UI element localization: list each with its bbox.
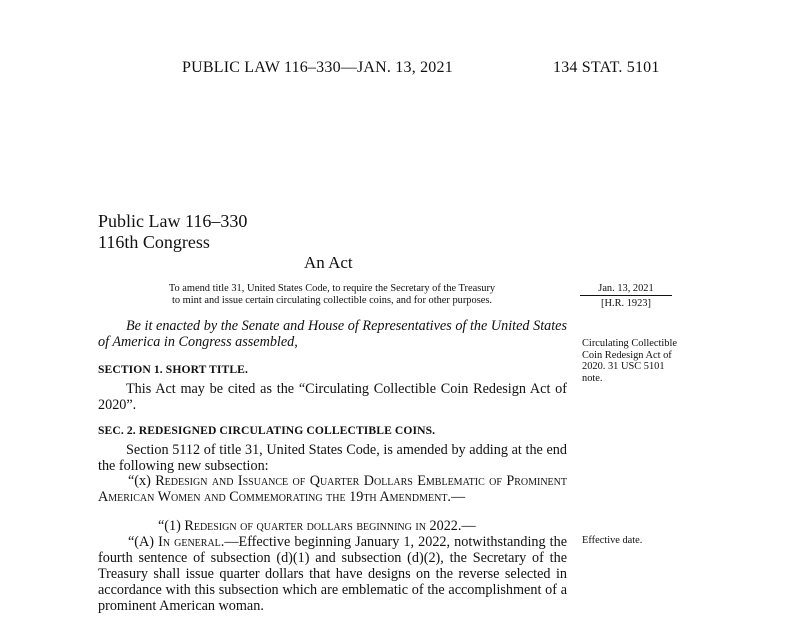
section-1-heading: SECTION 1. SHORT TITLE. [98,363,248,376]
act-heading: An Act [304,253,353,272]
congress-label: 116th Congress [98,232,210,252]
subparagraph-a-label: “(A) [128,534,159,550]
subsection-x [98,473,567,505]
public-law-title: Public Law 116–330 [98,211,248,231]
margin-note-effective-date: Effective date. [582,535,643,546]
enacting-clause: Be it enacted by the Senate and House of Representatives of the United States of America in Congress assembled, [98,318,567,350]
margin-note-short-title: Circulating Collectible Coin Redesign Act of 2020. 31 USC 5101 note. [582,338,677,384]
subparagraph-a [98,534,567,614]
running-header-left: PUBLIC LAW 116–330—JAN. 13, 2021 [182,59,453,76]
section-2-heading: SEC. 2. REDESIGNED CIRCULATING COLLECTIBLE COINS. [98,424,436,437]
purpose-line-2: to mint and issue certain circulating collectible coins, and for other purposes. [172,295,492,306]
subparagraph-a-title: In general. [158,534,225,550]
subsection-x-label: “(x) [128,473,156,489]
paragraph-1-heading [158,518,567,534]
purpose-line-1: To amend title 31, United States Code, to require the Secretary of the Treasury [168,283,496,294]
subparagraph-a-text: —Effective beginning January 1, 2022, notwithstanding the fourth sentence of subsection (d)(1) and subsection (d)(2), the Secretary of the Treasury shall issue quarter dollars that have designs on the reverse selected in accordance with this subsection which are emblematic of the accomplishment of a prominent American woman. [98,534,567,614]
running-header-right: 134 STAT. 5101 [553,59,660,76]
enactment-date: Jan. 13, 2021 [580,283,672,296]
subsection-x-title: Redesign and Issuance of Quarter Dollars Emblematic of Prominent American Women and Commemorating the 19th Amendment.— [98,473,567,505]
paragraph-1-label: “(1) [158,518,185,534]
section-1-text: This Act may be cited as the “Circulating Collectible Coin Redesign Act of 2020”. [98,381,567,413]
bill-number: [H.R. 1923] [601,298,651,309]
paragraph-1-title: Redesign of quarter dollars beginning in 2022.— [184,518,476,534]
section-2-text: Section 5112 of title 31, United States Code, is amended by adding at the end the following new subsection: [98,442,567,474]
